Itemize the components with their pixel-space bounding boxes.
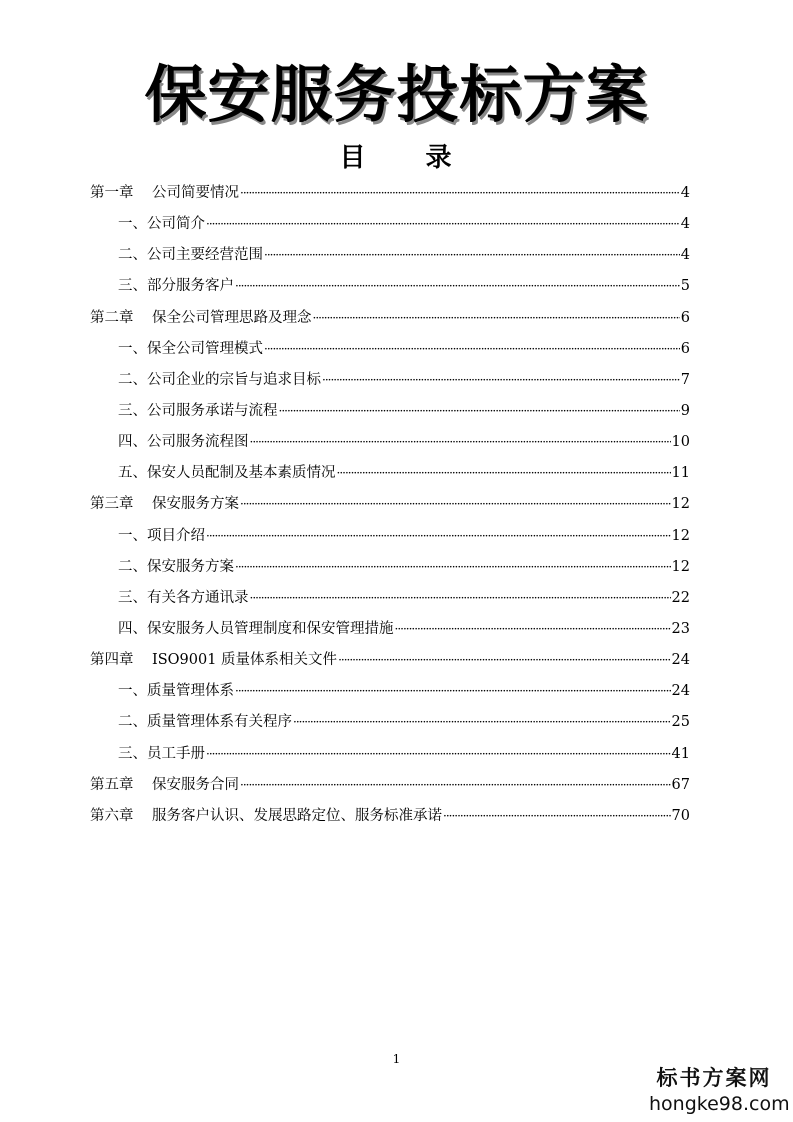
toc-entry-number: 第四章	[90, 652, 134, 669]
toc-entry-page: 70	[671, 807, 690, 824]
toc-entry-page: 6	[680, 309, 690, 326]
toc-entry-number: 第三章	[90, 496, 134, 513]
toc-entry-title: 公司企业的宗旨与追求目标	[147, 371, 321, 388]
toc-chapter-entry[interactable]	[90, 489, 690, 520]
toc-chapter-entry[interactable]	[90, 178, 690, 209]
toc-dot-leader	[206, 739, 671, 770]
toc-entry-page: 5	[680, 278, 690, 295]
table-of-contents	[90, 178, 690, 832]
toc-heading-left: 目	[339, 143, 368, 173]
toc-entry-number: 一、	[118, 683, 147, 700]
toc-entry-page: 24	[671, 652, 690, 669]
toc-entry-page: 67	[671, 776, 690, 793]
toc-entry-title: 服务客户认识、发展思路定位、服务标准承诺	[152, 807, 442, 824]
toc-heading	[0, 140, 793, 176]
toc-section-entry[interactable]	[90, 552, 690, 583]
toc-entry-number: 二、	[118, 371, 147, 388]
toc-entry-number: 三、	[118, 589, 147, 606]
toc-entry-number: 三、	[118, 278, 147, 295]
toc-entry-title: 质量管理体系有关程序	[147, 714, 292, 731]
toc-section-entry[interactable]	[90, 583, 690, 614]
toc-entry-title: 保安服务合同	[152, 776, 239, 793]
toc-dot-leader	[240, 770, 671, 801]
toc-dot-leader	[206, 209, 680, 240]
toc-section-entry[interactable]	[90, 396, 690, 427]
toc-entry-number: 四、	[118, 620, 147, 637]
toc-entry-number: 第一章	[90, 185, 134, 201]
toc-chapter-entry[interactable]	[90, 645, 690, 676]
toc-entry-page: 12	[671, 527, 690, 544]
toc-section-entry[interactable]	[90, 240, 690, 271]
toc-entry-title: 保全公司管理思路及理念	[152, 309, 312, 326]
toc-dot-leader	[264, 240, 680, 271]
toc-dot-leader	[338, 645, 670, 676]
toc-entry-title: 员工手册	[147, 745, 205, 762]
toc-heading-right: 录	[425, 143, 454, 173]
toc-entry-title: 保安服务方案	[152, 496, 239, 513]
toc-entry-title: 公司简介	[147, 216, 205, 233]
toc-chapter-entry[interactable]	[90, 770, 690, 801]
watermark-title: 标书方案网	[656, 1066, 772, 1090]
toc-entry-number: 第五章	[90, 776, 134, 793]
toc-entry-page: 11	[671, 465, 690, 482]
toc-dot-leader	[395, 614, 671, 645]
toc-dot-leader	[293, 707, 671, 738]
toc-section-entry[interactable]	[90, 209, 690, 240]
toc-entry-title: 质量管理体系	[147, 683, 234, 700]
toc-dot-leader	[206, 521, 671, 552]
toc-chapter-entry[interactable]	[90, 801, 690, 832]
toc-entry-page: 22	[671, 589, 690, 606]
toc-dot-leader	[279, 396, 680, 427]
toc-section-entry[interactable]	[90, 334, 690, 365]
toc-entry-number: 二、	[118, 558, 147, 575]
toc-section-entry[interactable]	[90, 458, 690, 489]
toc-entry-title: ISO9001 质量体系相关文件	[152, 652, 338, 669]
toc-entry-number: 三、	[118, 402, 147, 419]
toc-entry-number: 四、	[118, 434, 147, 451]
toc-entry-page: 12	[671, 496, 690, 513]
toc-dot-leader	[337, 458, 671, 489]
toc-dot-leader	[264, 334, 680, 365]
toc-dot-leader	[322, 365, 680, 396]
toc-dot-leader	[240, 178, 680, 209]
toc-section-entry[interactable]	[90, 427, 690, 458]
toc-entry-number: 二、	[118, 247, 147, 264]
toc-dot-leader	[240, 489, 671, 520]
toc-entry-page: 9	[680, 402, 690, 419]
toc-entry-page: 7	[680, 371, 690, 388]
toc-entry-title: 公司服务流程图	[147, 434, 249, 451]
toc-entry-page: 10	[671, 434, 690, 451]
toc-dot-leader	[235, 552, 671, 583]
toc-entry-number: 五、	[118, 465, 147, 482]
toc-entry-title: 公司简要情况	[152, 185, 239, 201]
toc-entry-number: 一、	[118, 340, 147, 357]
toc-entry-number: 一、	[118, 216, 147, 233]
toc-chapter-entry[interactable]	[90, 303, 690, 334]
toc-dot-leader	[313, 303, 680, 334]
toc-entry-title: 保安服务方案	[147, 558, 234, 575]
toc-entry-page: 24	[671, 683, 690, 700]
toc-entry-page: 4	[680, 216, 690, 233]
toc-entry-page: 41	[671, 745, 690, 762]
toc-entry-number: 一、	[118, 527, 147, 544]
toc-dot-leader	[443, 801, 671, 832]
site-watermark	[649, 1064, 790, 1116]
toc-dot-leader	[250, 583, 671, 614]
toc-entry-title: 保安人员配制及基本素质情况	[147, 465, 336, 482]
toc-entry-number: 第六章	[90, 807, 134, 824]
toc-entry-number: 三、	[118, 745, 147, 762]
toc-entry-page: 6	[680, 340, 690, 357]
toc-section-entry[interactable]	[90, 365, 690, 396]
toc-entry-page: 4	[680, 247, 690, 264]
document-title: 保安服务投标方案	[144, 58, 649, 131]
toc-entry-title: 公司主要经营范围	[147, 247, 263, 264]
toc-section-entry[interactable]	[90, 707, 690, 738]
toc-entry-title: 公司服务承诺与流程	[147, 402, 278, 419]
page-number: 1	[392, 1052, 401, 1066]
toc-entry-title: 部分服务客户	[147, 278, 234, 295]
watermark-url: hongke98.com	[649, 1093, 790, 1115]
toc-entry-page: 23	[671, 620, 690, 637]
toc-entry-title: 项目介绍	[147, 527, 205, 544]
toc-dot-leader	[235, 676, 671, 707]
toc-entry-number: 第二章	[90, 309, 134, 326]
toc-dot-leader	[250, 427, 671, 458]
toc-section-entry[interactable]	[90, 521, 690, 552]
toc-entry-title: 保全公司管理模式	[147, 340, 263, 357]
toc-section-entry[interactable]	[90, 614, 690, 645]
toc-section-entry[interactable]	[90, 271, 690, 302]
toc-entry-page: 25	[671, 714, 690, 731]
toc-section-entry[interactable]	[90, 676, 690, 707]
toc-section-entry[interactable]	[90, 739, 690, 770]
toc-dot-leader	[235, 271, 680, 302]
toc-entry-number: 二、	[118, 714, 147, 731]
toc-entry-page: 12	[671, 558, 690, 575]
toc-entry-title: 有关各方通讯录	[147, 589, 249, 606]
toc-entry-title: 保安服务人员管理制度和保安管理措施	[147, 620, 394, 637]
toc-entry-page: 4	[680, 185, 690, 201]
